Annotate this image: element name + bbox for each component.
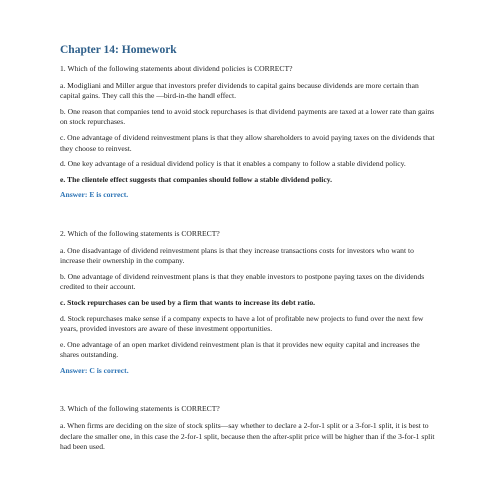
question-1: [60, 64, 437, 201]
answer: Answer: C is correct.: [60, 365, 129, 375]
option-e: e. One advantage of an open market dividend reinvestment plan is that it provides new equity capital and increases the shares outstanding.: [60, 339, 420, 360]
question-2: [60, 229, 437, 377]
option-c: c. Stock repurchases can be used by a firm that wants to increase its debt ratio.: [60, 297, 316, 307]
option-c: c. One advantage of dividend reinvestment plans is that they allow shareholders to avoid paying taxes on the dividends that they choose to reinvest.: [60, 132, 435, 153]
question-stem: 3. Which of the following statements is CORRECT?: [60, 404, 220, 414]
option-a: a. One disadvantage of dividend reinvestment plans is that they increase transactions costs for investors who want to increase their ownership in the company.: [60, 245, 414, 266]
option-a: a. Modigliani and Miller argue that investors prefer dividends to capital gains because dividends are more certain than capital gains. They call this the ―bird-in-the hand‖ effect.: [60, 80, 419, 101]
page-title: Chapter 14: Homework: [60, 44, 177, 56]
option-d: d. One key advantage of a residual dividend policy is that it enables a company to follow a stable dividend policy.: [60, 159, 406, 169]
answer: Answer: E is correct.: [60, 190, 129, 200]
option-b: b. One reason that companies tend to avoid stock repurchases is that dividend payments are taxed at a lower rate than gains on stock repurchases.: [60, 106, 435, 127]
question-stem: 2. Which of the following statements is CORRECT?: [60, 228, 220, 238]
question-3: [60, 404, 437, 452]
question-stem: 1. Which of the following statements about dividend policies is CORRECT?: [60, 64, 293, 73]
option-a: a. When firms are deciding on the size of stock splits—say whether to declare a 2-for-1 split or a 3-for-1 split, it is best to declare the smaller one, in this case the 2-for-1 split, because then the after-split price will be higher than if the 3-for-1 split had been used.: [60, 421, 435, 452]
option-e: e. The clientele effect suggests that companies should follow a stable dividend policy.: [60, 174, 332, 184]
option-d: d. Stock repurchases make sense if a company expects to have a lot of profitable new projects to fund over the next few years, provided investors are aware of these investment opportunities.: [60, 313, 424, 334]
option-b: b. One advantage of dividend reinvestment plans is that they enable investors to postpone paying taxes on the dividends credited to their account.: [60, 271, 425, 292]
